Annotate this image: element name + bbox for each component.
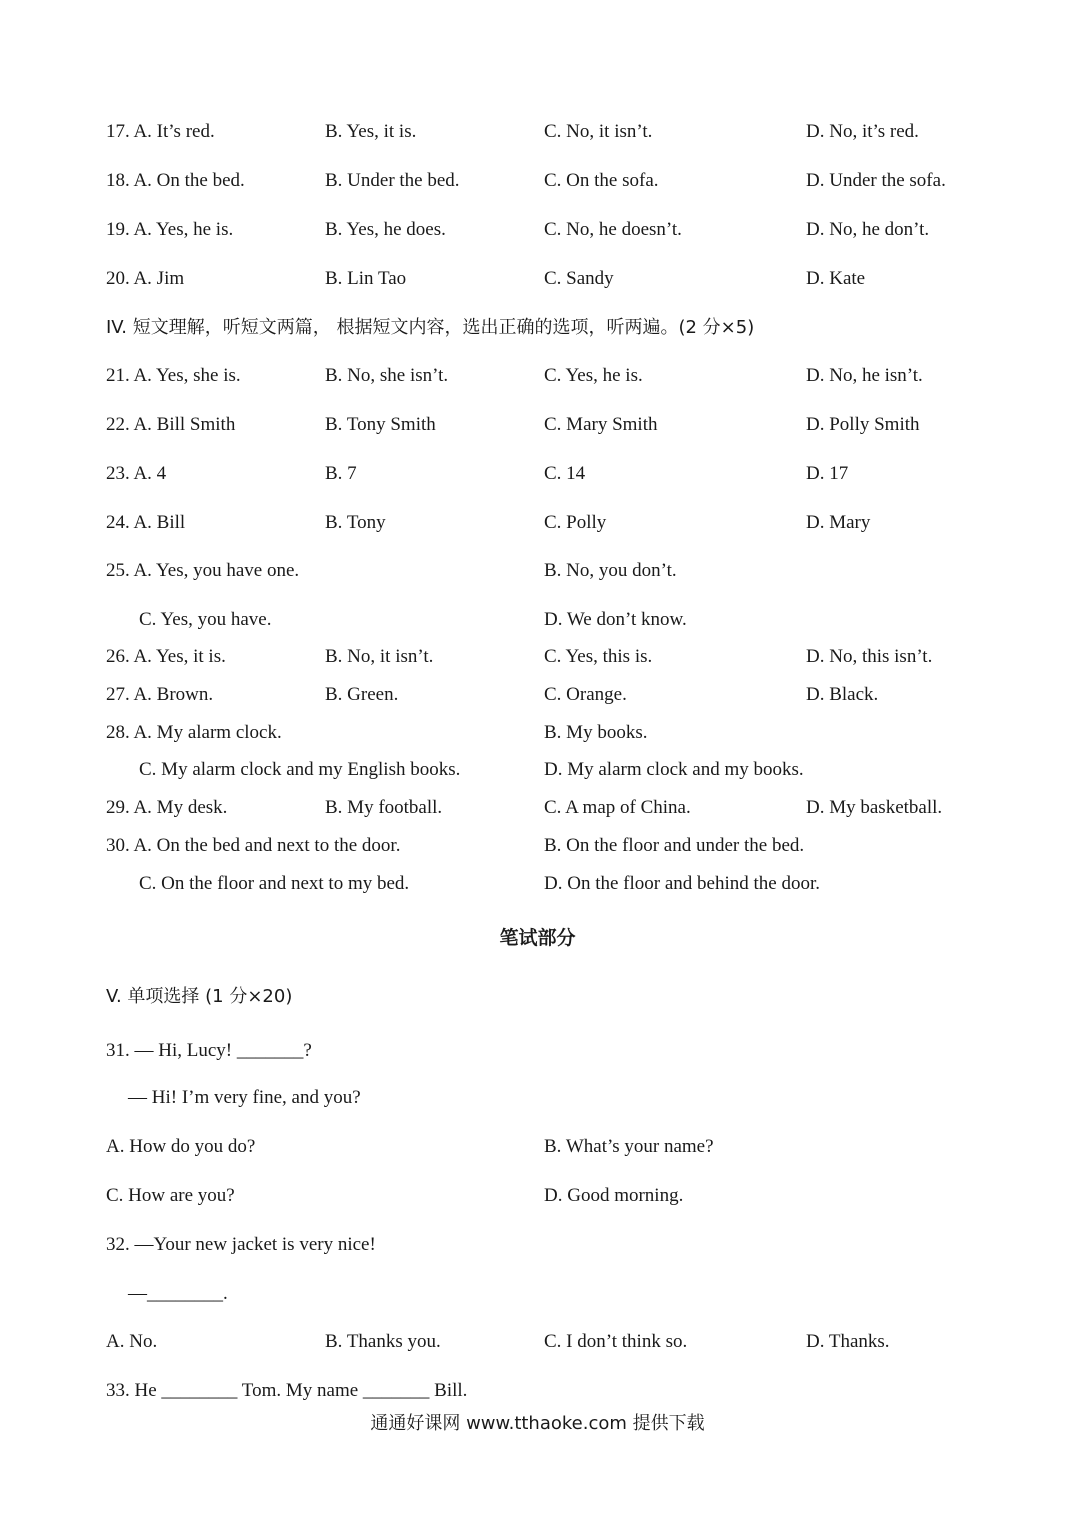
option-a: 24. A. Bill — [106, 512, 186, 533]
option-d: D. Kate — [806, 268, 866, 289]
option-a: 21. A. Yes, she is. — [106, 365, 241, 386]
option-b: B. My football. — [325, 797, 443, 818]
section-4-title: IV. 短文理解，听短文两篇， 根据短文内容，选出正确的选项，听两遍。(2 分×5) — [106, 317, 755, 338]
option-b: B. On the floor and under the bed. — [544, 835, 805, 856]
option-a: 19. A. Yes, he is. — [106, 219, 234, 240]
option-b: B. Yes, it is. — [325, 121, 417, 142]
option-c: C. Orange. — [544, 684, 627, 705]
option-b: B. Lin Tao — [325, 268, 407, 289]
option-c: C. Polly — [544, 512, 607, 533]
option-a: 18. A. On the bed. — [106, 170, 245, 191]
option-c: C. Yes, he is. — [544, 365, 643, 386]
option-d: D. No, he don’t. — [806, 219, 930, 240]
option-d: D. Black. — [806, 684, 879, 705]
option-c: C. How are you? — [106, 1185, 235, 1206]
option-b: B. No, it isn’t. — [325, 646, 434, 667]
option-c: C. 14 — [544, 463, 586, 484]
option-b: B. What’s your name? — [544, 1136, 714, 1157]
option-d: D. No, this isn’t. — [806, 646, 933, 667]
option-d: D. No, he isn’t. — [806, 365, 923, 386]
option-b: B. Tony Smith — [325, 414, 436, 435]
option-b: B. Thanks you. — [325, 1331, 441, 1352]
option-a: 28. A. My alarm clock. — [106, 722, 282, 743]
option-d: D. 17 — [806, 463, 849, 484]
option-d: D. On the floor and behind the door. — [544, 873, 820, 894]
option-d: D. Mary — [806, 512, 871, 533]
option-d: D. Under the sofa. — [806, 170, 946, 191]
option-a: 22. A. Bill Smith — [106, 414, 236, 435]
option-d: D. Good morning. — [544, 1185, 684, 1206]
option-d: D. Polly Smith — [806, 414, 920, 435]
option-a: 26. A. Yes, it is. — [106, 646, 226, 667]
option-a: 27. A. Brown. — [106, 684, 214, 705]
option-d: D. My alarm clock and my books. — [544, 759, 804, 780]
option-c: C. On the floor and next to my bed. — [139, 873, 410, 894]
option-c: C. I don’t think so. — [544, 1331, 688, 1352]
question-stem: 33. He ________ Tom. My name _______ Bill. — [106, 1380, 468, 1401]
option-b: B. My books. — [544, 722, 648, 743]
option-d: D. We don’t know. — [544, 609, 687, 630]
option-a: A. How do you do? — [106, 1136, 256, 1157]
option-c: C. No, he doesn’t. — [544, 219, 682, 240]
option-c: C. On the sofa. — [544, 170, 659, 191]
option-a: 29. A. My desk. — [106, 797, 228, 818]
option-c: C. Yes, you have. — [139, 609, 272, 630]
option-d: D. Thanks. — [806, 1331, 890, 1352]
question-stem: 31. — Hi, Lucy! _______? — [106, 1040, 312, 1061]
question-stem: 32. —Your new jacket is very nice! — [106, 1234, 376, 1255]
option-a: 25. A. Yes, you have one. — [106, 560, 300, 581]
option-c: C. Yes, this is. — [544, 646, 653, 667]
page-footer: 通通好课网 www.tthaoke.com 提供下载 — [370, 1413, 705, 1434]
question-reply: —________. — [128, 1283, 228, 1304]
section-5-title: V. 单项选择 (1 分×20) — [106, 986, 293, 1007]
option-c: C. My alarm clock and my English books. — [139, 759, 461, 780]
option-a: 20. A. Jim — [106, 268, 185, 289]
option-a: 23. A. 4 — [106, 463, 167, 484]
option-b: B. No, she isn’t. — [325, 365, 449, 386]
option-b: B. Under the bed. — [325, 170, 460, 191]
option-a: 17. A. It’s red. — [106, 121, 215, 142]
option-b: B. 7 — [325, 463, 357, 484]
option-d: D. My basketball. — [806, 797, 943, 818]
option-a: A. No. — [106, 1331, 158, 1352]
option-c: C. Mary Smith — [544, 414, 658, 435]
option-b: B. No, you don’t. — [544, 560, 677, 581]
option-c: C. Sandy — [544, 268, 614, 289]
option-c: C. A map of China. — [544, 797, 691, 818]
option-a: 30. A. On the bed and next to the door. — [106, 835, 401, 856]
question-reply: — Hi! I’m very fine, and you? — [128, 1087, 361, 1108]
option-c: C. No, it isn’t. — [544, 121, 653, 142]
option-d: D. No, it’s red. — [806, 121, 919, 142]
option-b: B. Tony — [325, 512, 386, 533]
option-b: B. Green. — [325, 684, 399, 705]
option-b: B. Yes, he does. — [325, 219, 446, 240]
written-section-heading: 笔试部分 — [499, 927, 576, 949]
